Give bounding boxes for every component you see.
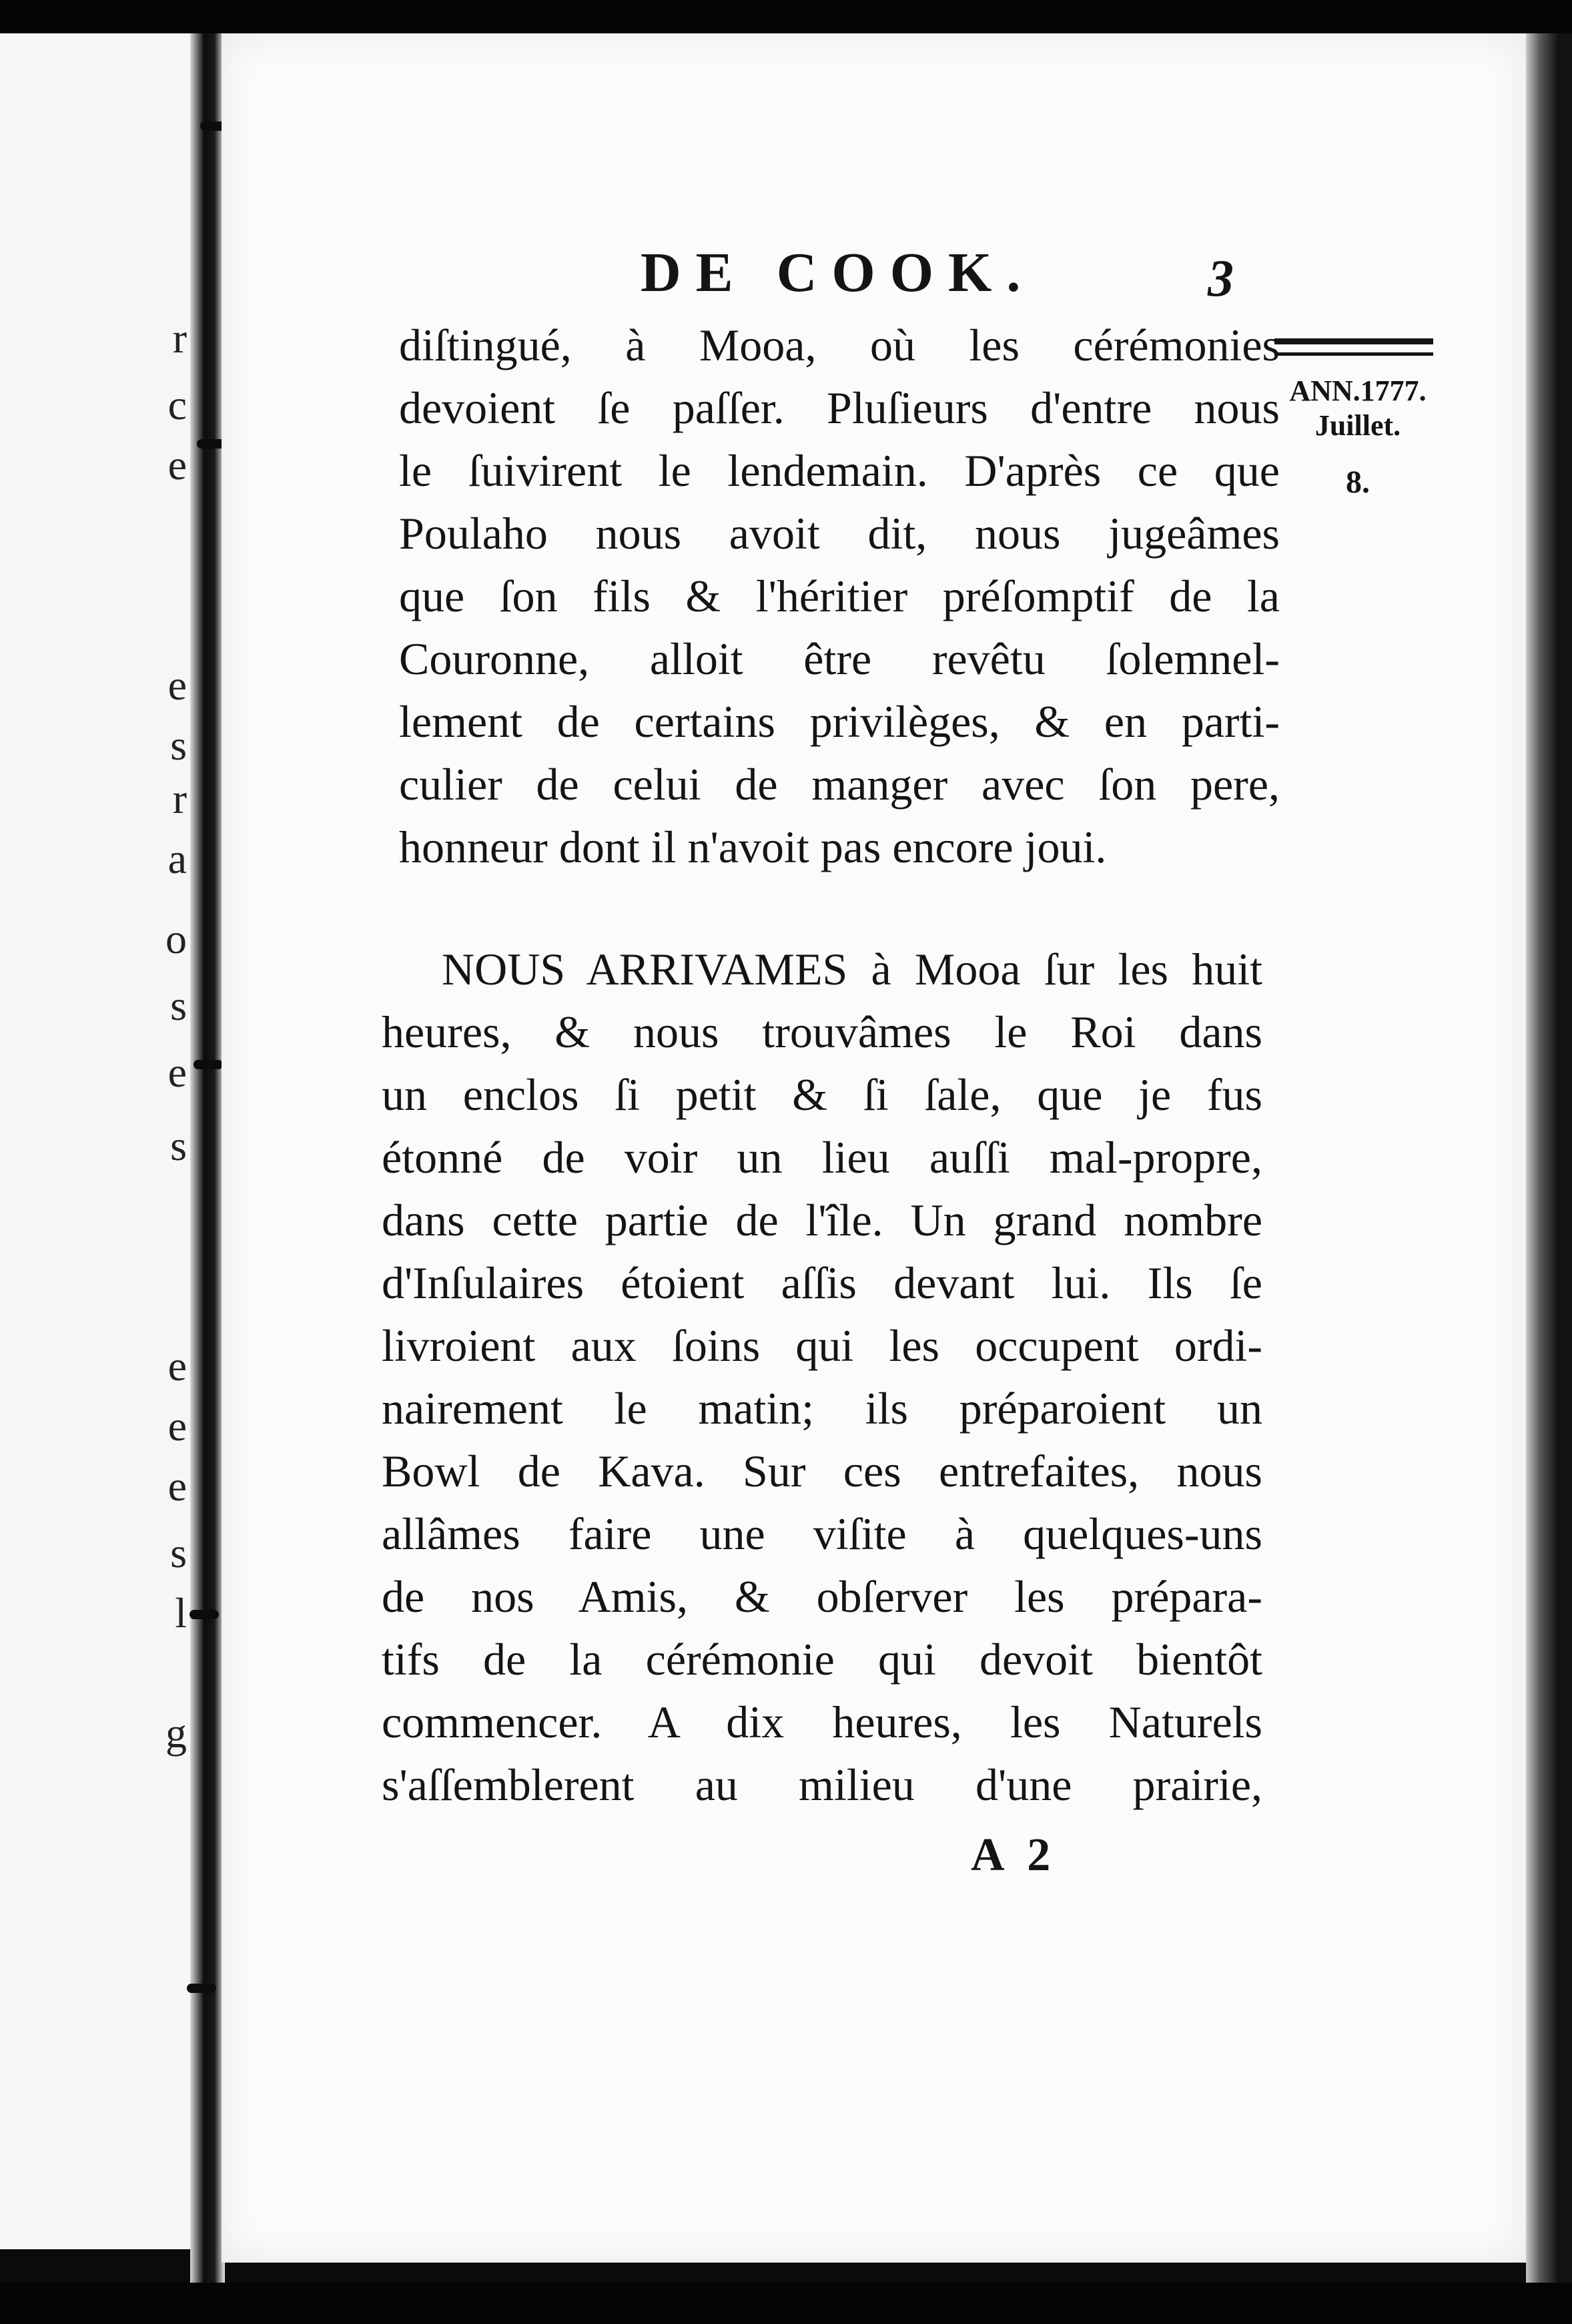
bleed-letter: o bbox=[165, 915, 187, 962]
text-line: étonné de voir un lieu auſſi mal-propre, bbox=[382, 1132, 1262, 1183]
text-line: que ſon fils & l'héritier préſomptif de la bbox=[399, 571, 1280, 621]
bleed-letter: s bbox=[170, 1529, 187, 1576]
bleed-letter: e bbox=[167, 441, 187, 489]
bleed-letter: s bbox=[170, 982, 187, 1029]
margin-rule bbox=[1274, 338, 1433, 344]
text-line: lement de certains privilèges, & en parti- bbox=[399, 696, 1280, 747]
bleed-letter: c bbox=[167, 381, 187, 428]
bleed-letter: e bbox=[167, 661, 187, 709]
text-line: devoient ſe paſſer. Pluſieurs d'entre nous bbox=[399, 382, 1280, 433]
bleed-letter: a bbox=[167, 835, 187, 882]
text-line: nairement le matin; ils préparoient un bbox=[382, 1383, 1262, 1434]
binding-stitch bbox=[193, 1060, 223, 1069]
bleed-letter: r bbox=[172, 775, 187, 822]
text-line: heures, & nous trouvâmes le Roi dans bbox=[382, 1006, 1262, 1057]
text-line: Bowl de Kava. Sur ces entrefaites, nous bbox=[382, 1446, 1262, 1496]
text-line: commencer. A dix heures, les Naturels bbox=[382, 1697, 1262, 1747]
text-line: Couronne, alloit être revêtu ſolemnel- bbox=[399, 633, 1280, 684]
text-line: s'aſſemblerent au milieu d'une prairie, bbox=[382, 1759, 1262, 1810]
text-line: le ſuivirent le lendemain. D'après ce que bbox=[399, 445, 1280, 496]
bleed-letter: e bbox=[167, 1402, 187, 1450]
bleed-letter: s bbox=[170, 721, 187, 769]
text-line: Poulaho nous avoit dit, nous jugeâmes bbox=[399, 508, 1280, 559]
text-line: diſtingué, à Mooa, où les cérémonies bbox=[399, 320, 1280, 370]
text-line: un enclos ſi petit & ſi ſale, que je fus bbox=[382, 1069, 1262, 1120]
scan-bottom-border bbox=[0, 2283, 1572, 2324]
text-line: honneur dont il n'avoit pas encore joui. bbox=[399, 822, 1107, 872]
bleed-letter: e bbox=[167, 1342, 187, 1390]
text-line: culier de celui de manger avec ſon pere, bbox=[399, 759, 1280, 810]
page-number: 3 bbox=[1208, 249, 1234, 307]
bleed-letter: r bbox=[172, 314, 187, 362]
bleed-letter: s bbox=[170, 1122, 187, 1169]
text-line: allâmes faire une viſite à quelques-uns bbox=[382, 1508, 1262, 1559]
binding-stitch bbox=[189, 1610, 219, 1619]
bleed-letter: l bbox=[175, 1589, 187, 1637]
text-line: dans cette partie de l'île. Un grand nombre bbox=[382, 1195, 1262, 1245]
margin-year: ANN.1777. bbox=[1289, 374, 1427, 407]
margin-rule bbox=[1274, 352, 1433, 356]
margin-day: 8. bbox=[1346, 465, 1370, 500]
signature-mark: A 2 bbox=[971, 1829, 1058, 1881]
running-head: DE COOK. bbox=[641, 242, 1036, 304]
left-facing-page bbox=[0, 33, 191, 2249]
text-line: tifs de la cérémonie qui devoit bientôt bbox=[382, 1634, 1262, 1685]
margin-month: Juillet. bbox=[1314, 409, 1401, 442]
text-line: d'Inſulaires étoient aſſis devant lui. Ils ſe bbox=[382, 1257, 1262, 1308]
binding-stitch bbox=[187, 1984, 216, 1993]
scan-top-border bbox=[0, 0, 1572, 33]
paragraph-1 bbox=[399, 314, 1280, 878]
text-line: de nos Amis, & obſerver les prépara- bbox=[382, 1571, 1262, 1622]
paragraph-2 bbox=[382, 938, 1262, 1816]
bleed-letter: g bbox=[165, 1709, 187, 1757]
book-gutter bbox=[190, 33, 225, 2283]
text-line: NOUS ARRIVAMES à Mooa ſur les huit bbox=[442, 944, 1262, 994]
page-right-edge bbox=[1526, 33, 1572, 2283]
bleed-letter: e bbox=[167, 1049, 187, 1096]
bleed-letter: e bbox=[167, 1462, 187, 1510]
text-line: livroient aux ſoins qui les occupent ordi- bbox=[382, 1320, 1262, 1371]
